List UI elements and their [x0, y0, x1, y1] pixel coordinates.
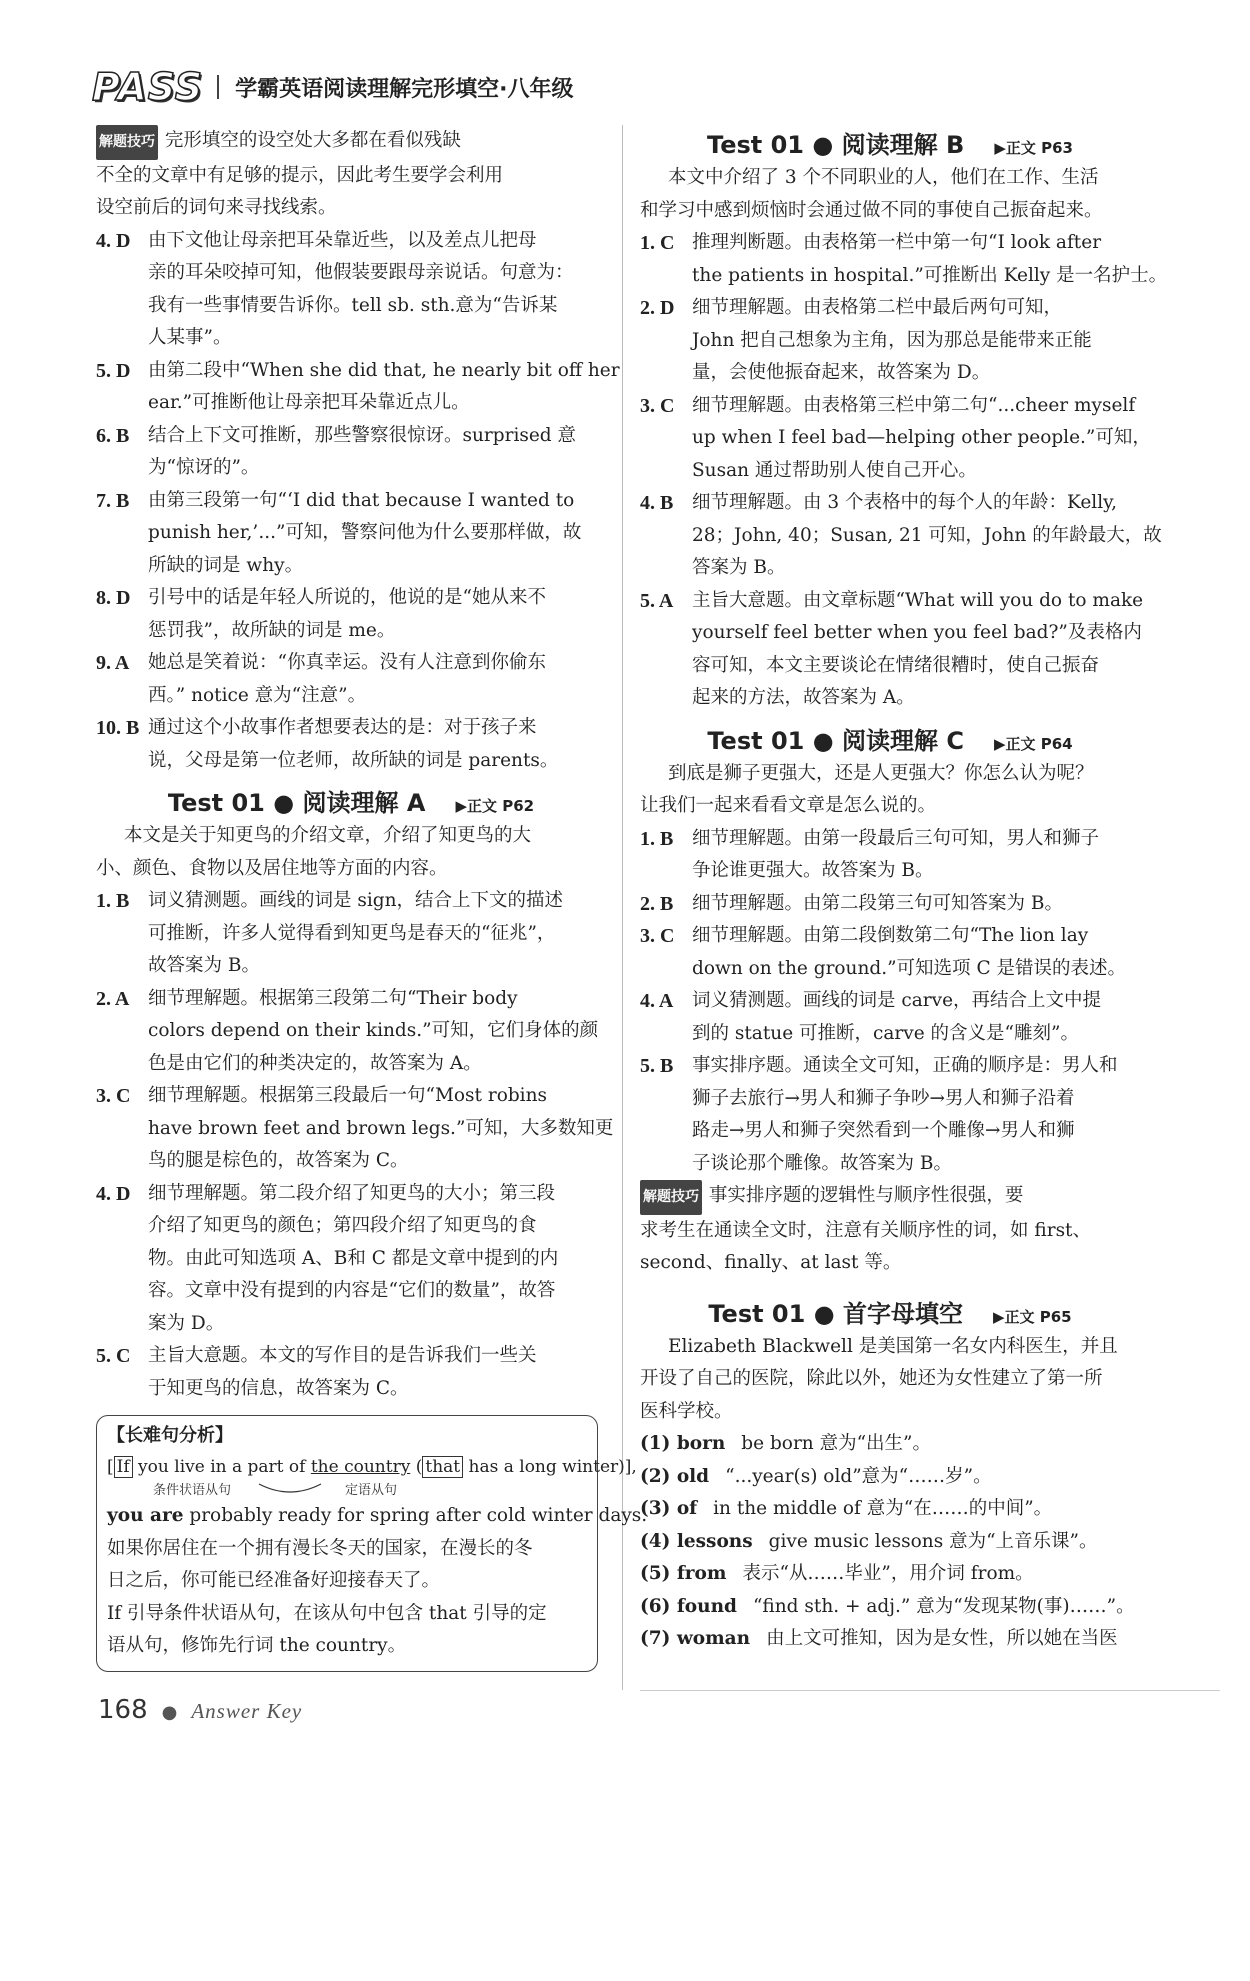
answer-item: 2. B 细节理解题。由第二段第三句可知答案为 B。 [640, 892, 1063, 915]
answer-item: 6. B 结合上下文可推断，那些警察很惊讶。surprised 意 为“惊讶的”。 [96, 424, 577, 478]
answer-item: 2. D 细节理解题。由表格第二栏中最后两句可知， John 把自己想象为主角，因为那总是能带来正能 量，会使他振奋起来，故答案为 D。 [640, 297, 1092, 383]
answer-item: 4. D 细节理解题。第二段介绍了知更鸟的大小；第三段 介绍了知更鸟的颜色；第四段介绍了知更鸟的食 物。由此可知选项 A、B和 C 都是文章中提到的内 容。文章中没有提到的内容是“它们的数量”，故答 案为 D。 [96, 1182, 559, 1334]
section-intro: 医科学校。 [640, 1400, 733, 1422]
answer-item: 7. B 由第三段第一句“‘I did that because I wanted to punish her,’...”可知，警察问他为什么要那样做，故 所缺的词是 why。 [96, 489, 582, 576]
footer-label: Answer Key [191, 1699, 303, 1723]
answer-item: 5. B 事实排序题。通读全文可知，正确的顺序是：男人和 狮子去旅行→男人和狮子争吵→男人和狮子沿着 路走→男人和狮子突然看到一个雕像→男人和狮 子谈论那个雕像。故答案为 B。 [640, 1055, 1118, 1174]
section-intro: 本文是关于知更鸟的介绍文章，介绍了知更鸟的大 [124, 825, 532, 846]
section-intro: 本文中介绍了 3 个不同职业的人，他们在工作、生活 [668, 167, 1099, 188]
box-heading: 【长难句分析】 [107, 1425, 233, 1446]
section-intro: Elizabeth Blackwell 是美国第一名女内科医生，并且 [668, 1335, 1118, 1357]
answer-item: 1. C 推理判断题。由表格第一栏中第一句“I look after the patients in hospital.”可推断出 Kelly 是一名护士。 [640, 232, 1168, 286]
cloze-answers [96, 225, 620, 778]
label-conditional: 条件状语从句 [153, 1483, 232, 1498]
answer-item: 5. A 主旨大意题。由文章标题“What will you do to make yourself feel better when you feel bad?”及表格内 容可知，本文主要谈论在情绪很糟时，使自己振奋 起来的方法，故答案为 A。 [640, 589, 1144, 708]
page-footer [98, 1695, 302, 1725]
section-heading-c: Test 01 ● 阅读理解 C ▶正文 P64 [707, 726, 1073, 755]
tip-badge: 解题技巧 [640, 1180, 702, 1215]
fill-item: (3) of in the middle of 意为“在……的中间”。 [640, 1498, 1053, 1519]
grammar-note: 语从句，修饰先行词 the country。 [107, 1635, 407, 1656]
section-intro: 到底是狮子更强大，还是人更强大？你怎么认为呢？ [668, 762, 1094, 784]
book-title: 学霸英语阅读理解完形填空·八年级 [235, 76, 574, 102]
fill-item: (6) found “find sth. + adj.” 意为“发现某物(事)……”。 [640, 1595, 1135, 1617]
answer-item: 10. B 通过这个小故事作者想要表达的是：对于孩子来 说，父母是第一位老师，故所缺的词是 parents。 [96, 717, 559, 771]
clause-labels [107, 1482, 587, 1500]
answer-item: 4. A 词义猜测题。画线的词是 carve，再结合上文中提 到的 statue 可推断，carve 的含义是“雕刻”。 [640, 990, 1102, 1044]
answer-item: 5. D 由第二段中“When she did that, he nearly bit off her ear.”可推断他让母亲把耳朵靠近点儿。 [96, 359, 620, 413]
section-heading-b: Test 01 ● 阅读理解 B ▶正文 P63 [707, 131, 1073, 159]
answer-item: 8. D 引号中的话是年轻人所说的，他说的是“她从来不 惩罚我”，故所缺的词是 me。 [96, 587, 546, 641]
header-divider [217, 75, 219, 99]
right-column [640, 125, 1168, 1656]
answer-item: 1. B 细节理解题。由第一段最后三句可知，男人和狮子 争论谁更强大。故答案为 B。 [640, 827, 1100, 881]
section-intro: 让我们一起来看看文章是怎么说的。 [640, 795, 937, 816]
annotated-sentence: [ If you live in a part of the country ( that has a long winter)], [107, 1457, 637, 1477]
tip-badge: 解题技巧 [96, 125, 158, 160]
left-column [96, 125, 648, 1672]
section-intro: 和学习中感到烦恼时会通过做不同的事使自己振奋起来。 [640, 199, 1103, 221]
fill-item: (4) lessons give music lessons 意为“上音乐课”。 [640, 1530, 1098, 1552]
label-relative: 定语从句 [345, 1483, 398, 1498]
answer-item: 2. A 细节理解题。根据第三段第二句“Their body colors depend on their kinds.”可知，它们身体的颜 色是由它们的种类决定的，故答案为 A。 [96, 987, 599, 1074]
reading-b-answers [640, 227, 1168, 715]
answer-item: 3. C 细节理解题。由表格第三栏中第二句“...cheer myself up when I feel bad—helping other people.”可知， Susan 通过帮助别人使自己开心。 [640, 394, 1151, 481]
answer-item: 3. C 细节理解题。由第二段倒数第二句“The lion lay down on the ground.”可知选项 C 是错误的表述。 [640, 925, 1126, 979]
answer-item: 4. D 由下文他让母亲把耳朵靠近些，以及差点儿把母 亲的耳朵咬掉可知，他假装要跟母亲说话。句意为： 我有一些事情要告诉你。tell sb. sth.意为“告诉某 人某事”。 [96, 229, 574, 348]
bottom-rule [640, 1690, 1220, 1691]
column-divider [622, 125, 623, 1690]
reading-a-answers [96, 885, 614, 1405]
pass-logo: PASS [92, 65, 204, 109]
answer-item: 1. B 词义猜测题。画线的词是 sign，结合上下文的描述 可推断，许多人觉得看到知更鸟是春天的“征兆”， 故答案为 B。 [96, 890, 564, 976]
bullet-icon: ● [161, 1702, 178, 1723]
fill-item: (1) born be born 意为“出生”。 [640, 1433, 932, 1454]
answer-item: 5. C 主旨大意题。本文的写作目的是告诉我们一些关 于知更鸟的信息，故答案为 C。 [96, 1345, 537, 1399]
fill-item: (7) woman 由上文可推知，因为是女性，所以她在当医 [640, 1628, 1118, 1649]
cloze-tip: 解题技巧 完形填空的设空处大多都在看似残缺 不全的文章中有足够的提示，因此考生要学会利用 设空前后的词句来寻找线索。 [96, 125, 606, 225]
fill-item: (2) old “...year(s) old”意为“……岁”。 [640, 1465, 992, 1487]
sentence-analysis-box [96, 1415, 648, 1672]
section-intro: 开设了自己的医院，除此以外，她还为女性建立了第一所 [640, 1368, 1103, 1389]
answer-item: 9. A 她总是笑着说：“你真幸运。没有人注意到你偷东 西。” notice 意为“注意”。 [96, 652, 546, 706]
page-header [92, 62, 574, 112]
section-intro: 小、颜色、食物以及居住地等方面的内容。 [96, 857, 448, 879]
fill-item: (5) from 表示“从……毕业”，用介词 from。 [640, 1563, 1034, 1584]
section-heading-d: Test 01 ● 首字母填空 ▶正文 P65 [708, 1299, 1072, 1328]
ordering-tip: 解题技巧 事实排序题的逻辑性与顺序性很强，要 求考生在通读全文时，注意有关顺序性的词，如 first、 second、finally、at last 等。 [640, 1180, 1140, 1280]
translation: 如果你居住在一个拥有漫长冬天的国家，在漫长的冬 [107, 1537, 533, 1559]
answer-item: 3. C 细节理解题。根据第三段最后一句“Most robins have brown feet and brown legs.”可知，大多数知更 鸟的腿是棕色的，故答案为 C。 [96, 1085, 614, 1171]
translation: 日之后，你可能已经准备好迎接春天了。 [107, 1570, 441, 1591]
letter-fill-answers [640, 1428, 1140, 1656]
reading-c-answers [640, 823, 1140, 1181]
reference-arc-icon [255, 1482, 325, 1498]
page-number: 168 [98, 1695, 148, 1725]
section-heading-a: Test 01 ● 阅读理解 A ▶正文 P62 [167, 789, 535, 817]
main-clause: you are probably ready for spring after cold winter days. [107, 1505, 648, 1526]
grammar-note: If 引导条件状语从句，在该从句中包含 that 引导的定 [107, 1602, 547, 1624]
answer-item: 4. B 细节理解题。由 3 个表格中的每个人的年龄：Kelly, 28；John, 40；Susan, 21 可知，John 的年龄最大，故 答案为 B。 [640, 492, 1162, 578]
